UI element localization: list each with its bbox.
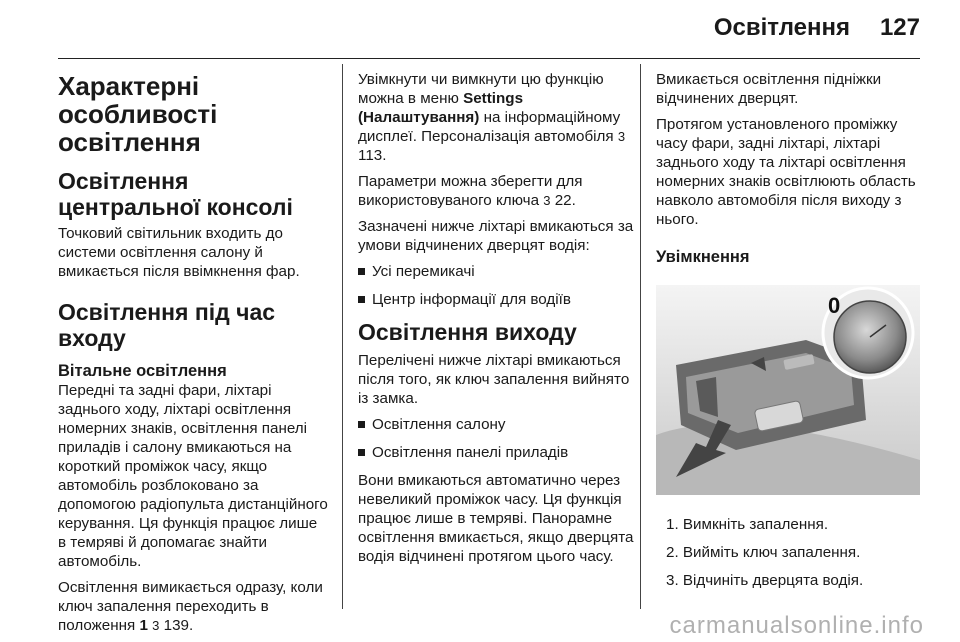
light-switch-illustration (656, 285, 920, 495)
step-lighting-text: Вмикається освітлення підніжки відчинених дверцят. (656, 71, 882, 107)
activation-title: Увімкнення (656, 248, 750, 266)
reference-arrow-icon: 3 (152, 618, 160, 633)
column-divider-1 (342, 64, 343, 609)
reference-arrow-icon: 3 (617, 129, 626, 144)
exit-lighting-text: Перелічені нижче ліхтарі вмикаються після того, як ключ запалення вийнято із замка. (358, 352, 630, 407)
page-number: 127 (879, 14, 920, 41)
list-item: Усі перемикачі (358, 262, 634, 281)
console-lighting-title: Освітлення центральної консолі (58, 168, 293, 220)
list-item: 2. Вийміть ключ запалення. (666, 544, 861, 561)
entry-lighting-title: Освітлення під час входу (58, 299, 276, 351)
list-item: 1. Вимкніть запалення. (666, 516, 829, 533)
header-title: Освітлення (713, 14, 850, 41)
welcome-lighting-title: Вітальне освітлення (58, 362, 227, 380)
column-1 (58, 70, 328, 642)
steps-list (656, 515, 926, 590)
exit-duration-text: Протягом установленого проміжку часу фари, задні ліхтарі, ліхтарі заднього ходу та ліхтарі освітлення номерних знаків освітлюють область навколо автомобіля після виходу з нього. (656, 116, 916, 228)
exit-lights-list (358, 415, 634, 462)
switch-position-label: 0 (828, 293, 841, 318)
list-item: Центр інформації для водіїв (358, 290, 634, 309)
header-rule (58, 58, 920, 59)
list-item: 3. Відчиніть дверцята водія. (666, 572, 864, 589)
settings-text: Увімкнути чи вимкнути цю функцію можна в меню Settings (Налаштування) на інформаційному дисплеї. Персоналізація автомобіля 3 113. (358, 71, 626, 164)
column-divider-2 (640, 64, 641, 609)
watermark: carmanualsonline.info (669, 612, 924, 639)
switch-off-text: Освітлення вимикається одразу, коли ключ запалення переходить в положення 1 3 139. (58, 579, 323, 634)
exit-lighting-title: Освітлення виходу (358, 319, 577, 345)
welcome-lighting-text: Передні та задні фари, ліхтарі заднього ходу, ліхтарі освітлення номерних знаків, освітлення панелі приладів і салону вмикаються на короткий проміжок часу, якщо автомобіль розблоковано за допомогою радіопульта дистанційного керування. Ця функція працює лише в темряві й допомагає знайти автомобіль. (58, 382, 328, 570)
list-item: Освітлення панелі приладів (358, 443, 634, 462)
door-lights-text: Зазначені нижче ліхтарі вмикаються за умови відчинених дверцят водія: (358, 218, 634, 254)
page-header (0, 0, 960, 56)
reference-arrow-icon: 3 (543, 193, 551, 208)
door-lights-list (358, 262, 634, 309)
console-lighting-text: Точковий світильник входить до системи освітлення салону й вмикається після ввімкнення фар. (58, 225, 300, 280)
list-item: Освітлення салону (358, 415, 634, 434)
exit-auto-text: Вони вмикаються автоматично через невеликий проміжок часу. Ця функція працює лише в темряві. Панорамне освітлення вмикається, якщо дверцята водія відчинені протягом цього часу. (358, 472, 634, 565)
key-settings-text: Параметри можна зберегти для використовуваного ключа 3 22. (358, 173, 583, 209)
section-heading: Характерні особливості освітлення (58, 71, 218, 157)
column-2 (358, 70, 634, 573)
column-3 (656, 70, 926, 599)
